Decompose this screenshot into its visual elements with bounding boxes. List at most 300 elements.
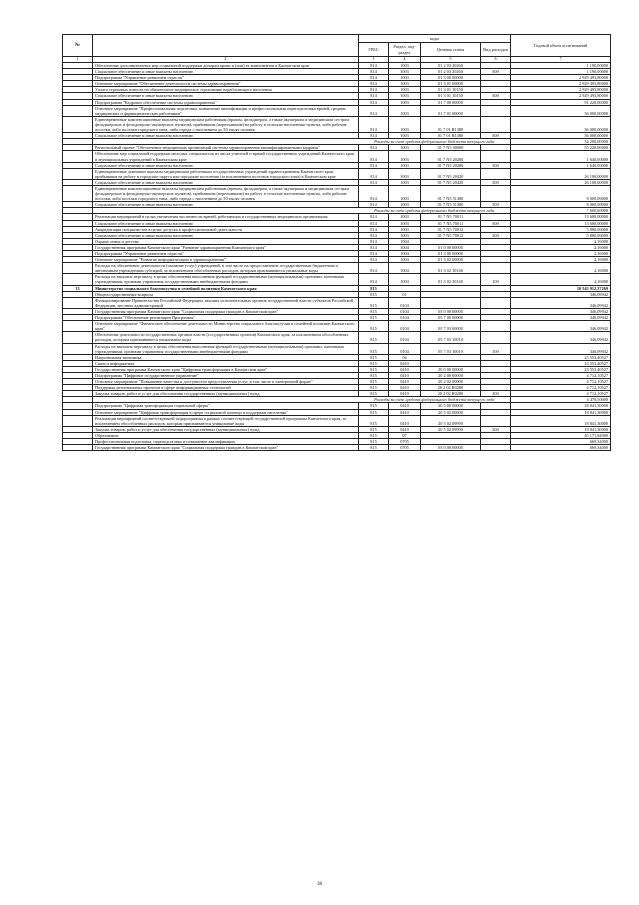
row-grbs: 815 xyxy=(359,409,389,415)
header-num-5: 5 xyxy=(421,57,481,63)
row-sum: 2,16000 xyxy=(511,244,611,250)
row-sum: 18 841,30000 xyxy=(511,415,611,426)
row-sum: 2,16000 xyxy=(511,251,611,257)
row-sum: 2 929 493,80000 xyxy=(511,75,611,81)
header-num-7: 7 xyxy=(511,57,611,63)
row-razdel: 0410 xyxy=(389,415,421,426)
row-sum: 55 220,00000 xyxy=(511,145,611,151)
row-grbs: 814 xyxy=(359,63,389,69)
row-name: Функционирование Правительства Российской Федерации, высших исполнительных органов государственной власти субъектов Российской Федерации, местных администраций xyxy=(93,297,359,308)
row-name: Подпрограмма "Управление развитием отрасли" xyxy=(93,75,359,81)
row-razdel: 0410 xyxy=(389,385,421,391)
row-csr: 01 7 00 00000 xyxy=(421,99,481,105)
row-sum: 7 600,00000 xyxy=(511,208,611,214)
row-vr: 200 xyxy=(481,391,511,397)
row-csr: 01 7 N5 70012 xyxy=(421,232,481,238)
row-name: Социальное обеспечение и иные выплаты населению xyxy=(93,162,359,168)
row-sum: 4 712,10527 xyxy=(511,372,611,378)
row-razdel: 0410 xyxy=(389,426,421,432)
row-name: Обеспечение дополнительных мер социальной поддержки донорам крови и (или) ее компонентов в Камчатском крае xyxy=(93,63,359,69)
row-grbs: 814 xyxy=(359,81,389,87)
row-razdel: 1003 xyxy=(389,179,421,185)
row-razdel: 1003 xyxy=(389,116,421,132)
row-csr: 01 2 03 20260 xyxy=(421,63,481,69)
row-name: Реализация мероприятий соответствующей подпрограммы в рамках соответствующей государственной программы Камчатского края, за исключением обособленных расходов, которым присваиваются уникальные коды xyxy=(93,415,359,426)
row-name: Расходы на выплаты персоналу в целях обеспечения выполнения функций государственными (муниципальными) органами, казенными учреждениями, органами управления государственными внебюджетными фондами xyxy=(93,343,359,354)
row-grbs: 814 xyxy=(359,151,389,162)
row-sum: 23 553,40527 xyxy=(511,360,611,366)
row-grbs: 814 xyxy=(359,263,389,274)
row-razdel: 0705 xyxy=(389,439,421,445)
row-name: Образование xyxy=(93,432,359,438)
row-name: Социальное обеспечение и иные выплаты населению xyxy=(93,232,359,238)
row-csr: 05 7 00 00000 xyxy=(421,315,481,321)
row-name: Министерство социального благополучия и семейной политики Камчатского края xyxy=(93,285,359,291)
row-sum: 36 000,00000 xyxy=(511,105,611,116)
row-csr: 20 2 02 00000 xyxy=(421,379,481,385)
table-row xyxy=(63,343,611,354)
row-grbs: 815 xyxy=(359,343,389,354)
row-csr: 01 7 N5 51380 xyxy=(421,202,481,208)
header-vr: Вид расходов xyxy=(481,43,511,57)
row-sum: 8 000,00000 xyxy=(511,185,611,201)
row-grbs: 814 xyxy=(359,93,389,99)
row-razdel: 1003 xyxy=(389,151,421,162)
row-vr xyxy=(481,151,511,162)
row-razdel: 1003 xyxy=(389,185,421,201)
budget-page xyxy=(62,34,610,451)
row-vr xyxy=(481,116,511,132)
row-name: Основное мероприятие "Финансовое обеспечение деятельности Министерства социального благополучия и семейной политики Камчатского края" xyxy=(93,321,359,332)
header-num-3: 3 xyxy=(359,57,389,63)
row-number xyxy=(63,445,93,451)
header-csr: Целевая статья xyxy=(421,43,481,57)
row-razdel: 07 xyxy=(389,432,421,438)
row-razdel: 01 xyxy=(389,291,421,297)
row-sum: 346,09942 xyxy=(511,297,611,308)
header-name xyxy=(93,35,359,57)
row-grbs: 815 xyxy=(359,391,389,397)
row-csr: 01 7 01 R1380 xyxy=(421,116,481,132)
row-sum: 5 880,00000 xyxy=(511,226,611,232)
row-grbs: 815 xyxy=(359,439,389,445)
row-sum: 669,34000 xyxy=(511,439,611,445)
row-number xyxy=(63,105,93,116)
row-csr: 20 2 00 00000 xyxy=(421,372,481,378)
header-grbs: ГРБС xyxy=(359,43,389,57)
row-grbs: 815 xyxy=(359,379,389,385)
row-csr: 01 7 N5 20280 xyxy=(421,151,481,162)
row-vr xyxy=(481,168,511,179)
row-sum: 13 600,00000 xyxy=(511,220,611,226)
row-sum: 18 841,30000 xyxy=(511,426,611,432)
row-sum: 1 640,00000 xyxy=(511,162,611,168)
header-num-6: 6 xyxy=(481,57,511,63)
row-vr xyxy=(481,263,511,274)
row-name: Основное мероприятие "Обеспечение деятельности системы здравоохранения" xyxy=(93,81,359,87)
row-note: Расходы за счет средств федерального бюджета текущего года xyxy=(359,139,511,145)
row-razdel: 1004 xyxy=(389,251,421,257)
table-row xyxy=(63,105,611,116)
row-name: Поддержка региональных проектов в сфере информационных технологий xyxy=(93,385,359,391)
row-csr: 01 3 01 00000 xyxy=(421,81,481,87)
row-csr: 01 7 01 R1380 xyxy=(421,133,481,139)
row-vr: 300 xyxy=(481,179,511,185)
row-sum: 5 880,00000 xyxy=(511,232,611,238)
row-name: Профессиональная подготовка, переподготовка и повышение квалификации xyxy=(93,439,359,445)
row-vr xyxy=(481,332,511,343)
row-vr: 300 xyxy=(481,220,511,226)
row-razdel: 0410 xyxy=(389,379,421,385)
row-razdel: 1004 xyxy=(389,263,421,274)
row-csr: 05 0 00 00000 xyxy=(421,445,481,451)
row-grbs: 814 xyxy=(359,238,389,244)
row-sum: 13 600,00000 xyxy=(511,214,611,220)
row-sum: 2,16000 xyxy=(511,238,611,244)
row-sum: 2,16000 xyxy=(511,274,611,285)
row-razdel: 0104 xyxy=(389,315,421,321)
row-grbs: 815 xyxy=(359,321,389,332)
row-grbs: 814 xyxy=(359,257,389,263)
row-name: Подпрограмма "Цифровая трансформация социальной сферы" xyxy=(93,403,359,409)
row-name: Единовременные компенсационные выплаты медицинским работникам (врачам, фельдшерам, а также акушеркам и медицинским сестрам фельдшерских и фельдшерско-акушерских пунктов), прибывшим (переехавшим) на работу в сельские населенные пункты, либо рабочие поселки, либо поселки городского типа, либо города с населением до 50 тысяч человек xyxy=(93,185,359,201)
row-csr: 01 7 N5 20420 xyxy=(421,179,481,185)
row-name: Социальное обеспечение и иные выплаты населению xyxy=(93,179,359,185)
row-vr: 300 xyxy=(481,202,511,208)
row-sum: 23 553,40527 xyxy=(511,366,611,372)
row-name: Подпрограмма "Кадровое обеспечение системы здравоохранения" xyxy=(93,99,359,105)
row-razdel: 0104 xyxy=(389,343,421,354)
row-csr: 01 3 00 00000 xyxy=(421,75,481,81)
row-grbs: 814 xyxy=(359,185,389,201)
row-grbs: 814 xyxy=(359,69,389,75)
row-razdel: 1003 xyxy=(389,93,421,99)
row-sum: 346,09942 xyxy=(511,321,611,332)
row-razdel: 1003 xyxy=(389,202,421,208)
row-name: Социальное обеспечение и иные выплаты населению xyxy=(93,93,359,99)
row-sum: 8 000,00000 xyxy=(511,202,611,208)
row-sum: 4 712,10527 xyxy=(511,385,611,391)
row-grbs: 814 xyxy=(359,162,389,168)
row-grbs: 815 xyxy=(359,297,389,308)
row-name: Основное мероприятие "Цифровая трансформация в сфере социальной помощи и поддержки населения" xyxy=(93,409,359,415)
row-grbs: 815 xyxy=(359,403,389,409)
row-name: Подпрограмма "Обеспечение реализации Программы" xyxy=(93,315,359,321)
row-number: 13 xyxy=(63,285,93,291)
budget-rows xyxy=(63,63,611,451)
row-sum: 10 545 912,37269 xyxy=(511,285,611,291)
row-number xyxy=(63,297,93,308)
row-razdel: 1003 xyxy=(389,69,421,75)
row-csr: 20 5 02 00000 xyxy=(421,409,481,415)
row-csr: 01 7 N5 20280 xyxy=(421,162,481,168)
row-vr: 300 xyxy=(481,93,511,99)
row-csr: 20 5 00 00000 xyxy=(421,403,481,409)
row-grbs: 815 xyxy=(359,315,389,321)
row-name: Обеспечение мер социальной поддержки молодых специалистов из числа учителей и врачей государственных учреждений Камчатского края и муниципальных учреждений в Камчатском крае xyxy=(93,151,359,162)
row-grbs: 814 xyxy=(359,232,389,238)
row-razdel: 0410 xyxy=(389,360,421,366)
row-csr: 01 7 N5 70011 xyxy=(421,214,481,220)
row-sum: 2,16000 xyxy=(511,263,611,274)
row-name: Охрана семьи и детства xyxy=(93,238,359,244)
row-vr: 300 xyxy=(481,69,511,75)
row-razdel: 1003 xyxy=(389,75,421,81)
row-grbs: 814 xyxy=(359,105,389,116)
row-grbs: 814 xyxy=(359,145,389,151)
row-number xyxy=(63,185,93,201)
table-row xyxy=(63,274,611,285)
table-row xyxy=(63,185,611,201)
row-razdel: 0410 xyxy=(389,372,421,378)
row-razdel: 0410 xyxy=(389,403,421,409)
row-number xyxy=(63,151,93,162)
row-razdel: 1003 xyxy=(389,63,421,69)
row-sum: 26 100,00000 xyxy=(511,179,611,185)
row-grbs: 814 xyxy=(359,220,389,226)
row-sum: 1 190,00000 xyxy=(511,63,611,69)
row-razdel: 1004 xyxy=(389,274,421,285)
row-grbs: 814 xyxy=(359,214,389,220)
row-sum: 18 841,30000 xyxy=(511,403,611,409)
row-name: Социальное обеспечение и иные выплаты населению xyxy=(93,202,359,208)
row-sum: 4 712,10527 xyxy=(511,391,611,397)
row-number xyxy=(63,274,93,285)
row-sum: 91 220,00000 xyxy=(511,99,611,105)
row-number xyxy=(63,168,93,179)
row-grbs: 814 xyxy=(359,116,389,132)
row-csr: 05 7 03 10010 xyxy=(421,332,481,343)
row-csr: 05 7 03 10010 xyxy=(421,343,481,354)
row-csr: 01 7 N5 70012 xyxy=(421,226,481,232)
row-grbs: 815 xyxy=(359,366,389,372)
row-grbs: 815 xyxy=(359,291,389,297)
row-sum: 346,09942 xyxy=(511,315,611,321)
row-csr: 01 7 01 00000 xyxy=(421,105,481,116)
row-grbs: 814 xyxy=(359,202,389,208)
row-vr: 200 xyxy=(481,426,511,432)
row-number xyxy=(63,263,93,274)
row-name: Основное мероприятие "Развитие информатизации в здравоохранении" xyxy=(93,257,359,263)
row-sum: 346,09942 xyxy=(511,332,611,343)
row-vr xyxy=(481,321,511,332)
row-grbs: 814 xyxy=(359,251,389,257)
row-csr: 20 2 02 R0280 xyxy=(421,391,481,397)
row-razdel: 1004 xyxy=(389,257,421,263)
row-grbs: 814 xyxy=(359,75,389,81)
row-razdel: 0410 xyxy=(389,366,421,372)
header-codes: коды xyxy=(359,35,511,43)
row-grbs: 815 xyxy=(359,308,389,314)
row-sum: 1 190,00000 xyxy=(511,69,611,75)
row-razdel: 1004 xyxy=(389,244,421,250)
row-sum: 346,09942 xyxy=(511,343,611,354)
table-row xyxy=(63,332,611,343)
row-name: Государственная программа Камчатского края "Цифровая трансформация в Камчатском крае" xyxy=(93,366,359,372)
row-sum: 2 929 493,80000 xyxy=(511,87,611,93)
table-row xyxy=(63,321,611,332)
row-name: Государственная программа Камчатского края "Социальная поддержка граждан в Камчатском крае" xyxy=(93,445,359,451)
row-razdel: 1003 xyxy=(389,232,421,238)
row-grbs: 815 xyxy=(359,332,389,343)
row-name: Региональный проект "Обеспечение медицинских организаций системы здравоохранения квалифицированными кадрами" xyxy=(93,145,359,151)
row-name: Аккредитация специалистов в целях допуска к профессиональной деятельности xyxy=(93,226,359,232)
row-csr: 20 5 02 09990 xyxy=(421,415,481,426)
row-grbs: 815 xyxy=(359,385,389,391)
row-sum: 346,09942 xyxy=(511,291,611,297)
row-sum: 45 171,84000 xyxy=(511,432,611,438)
row-name: Уплата страховых взносов на обязательное медицинское страхование неработающего населения xyxy=(93,87,359,93)
row-csr: 20 0 00 00000 xyxy=(421,366,481,372)
row-sum: 36 000,00000 xyxy=(511,133,611,139)
row-sum: 23 553,40527 xyxy=(511,354,611,360)
row-razdel: 1003 xyxy=(389,220,421,226)
row-vr: 100 xyxy=(481,274,511,285)
row-grbs: 814 xyxy=(359,179,389,185)
row-csr: 05 0 00 00000 xyxy=(421,308,481,314)
row-name: Обеспечение деятельности государственных органов власти (государственных органов) Камчатского края, за исключением обособленных расходов, которым присваиваются уникальные коды xyxy=(93,332,359,343)
row-grbs: 815 xyxy=(359,432,389,438)
row-grbs: 815 xyxy=(359,372,389,378)
row-sum: 669,34000 xyxy=(511,445,611,451)
row-razdel: 1003 xyxy=(389,226,421,232)
header-num: № xyxy=(63,35,93,57)
row-sum: 4 476,50000 xyxy=(511,397,611,403)
row-grbs: 815 xyxy=(359,445,389,451)
row-vr xyxy=(481,297,511,308)
row-razdel: 1003 xyxy=(389,81,421,87)
row-razdel: 0104 xyxy=(389,308,421,314)
row-name: Социальное обеспечение и иные выплаты населению xyxy=(93,133,359,139)
row-name: Закупка товаров, работ и услуг для обеспечения государственных (муниципальных) нужд xyxy=(93,426,359,432)
row-grbs: 815 xyxy=(359,415,389,426)
row-sum: 18 841,30000 xyxy=(511,409,611,415)
page-number: 38 xyxy=(317,882,322,887)
row-sum: 2,16000 xyxy=(511,257,611,263)
row-csr: 01 7 N5 70011 xyxy=(421,220,481,226)
table-row xyxy=(63,168,611,179)
row-razdel: 1003 xyxy=(389,133,421,139)
table-row xyxy=(63,415,611,426)
row-sum: 36 000,00000 xyxy=(511,116,611,132)
table-row xyxy=(63,263,611,274)
row-name: Единовременные компенсационные выплаты медицинским работникам (врачам, фельдшерам, а также акушеркам и медицинским сестрам фельдшерских и фельдшерско-акушерских пунктов), прибывшим (переехавшим) на работу в сельские населенные пункты, либо рабочие поселки, либо поселки городского типа, либо города с населением до 50 тысяч человек xyxy=(93,116,359,132)
row-grbs: 815 xyxy=(359,426,389,432)
row-razdel: 1003 xyxy=(389,105,421,116)
row-name: Подпрограмма "Управление развитием отрасли" xyxy=(93,251,359,257)
row-grbs: 814 xyxy=(359,244,389,250)
row-number xyxy=(63,321,93,332)
row-csr: 01 7 N5 51380 xyxy=(421,185,481,201)
row-csr: 20 2 02 R0280 xyxy=(421,385,481,391)
row-razdel: 1003 xyxy=(389,99,421,105)
row-name: Государственная программа Камчатского края "Развитие здравоохранения Камчатского края" xyxy=(93,244,359,250)
table-row xyxy=(63,297,611,308)
row-name: Расходы на выплаты персоналу в целях обеспечения выполнения функций государственными (муниципальными) органами, казенными учреждениями, органами управления государственными внебюджетными фондами xyxy=(93,274,359,285)
row-grbs: 815 xyxy=(359,360,389,366)
row-note: Расходы за счет средств федерального бюджета текущего года xyxy=(359,208,511,214)
row-number xyxy=(63,343,93,354)
row-sum: 34 200,00000 xyxy=(511,139,611,145)
row-vr: 100 xyxy=(481,343,511,354)
row-csr: 01 3 02 10140 xyxy=(421,263,481,274)
row-csr: 01 3 02 00000 xyxy=(421,257,481,263)
row-razdel: 0410 xyxy=(389,409,421,415)
row-grbs: 815 xyxy=(359,285,389,291)
row-number xyxy=(63,116,93,132)
row-csr xyxy=(421,297,481,308)
row-name: Основное мероприятие "Профессиональная подготовка, повышение квалификации и профессиональная переподготовка врачей, средних медицинских и фармацевтических работников" xyxy=(93,105,359,116)
row-razdel: 0705 xyxy=(389,445,421,451)
row-razdel: 1004 xyxy=(389,238,421,244)
row-name: Подпрограмма "Цифровое государственное управление" xyxy=(93,372,359,378)
row-vr xyxy=(481,415,511,426)
row-name: Закупка товаров, работ и услуг для обеспечения государственных (муниципальных) нужд xyxy=(93,391,359,397)
row-name: Общегосударственные вопросы xyxy=(93,291,359,297)
row-name: Государственная программа Камчатского края "Социальная поддержка граждан в Камчатском крае" xyxy=(93,308,359,314)
row-name: Связь и информатика xyxy=(93,360,359,366)
row-csr: 01 2 03 20260 xyxy=(421,69,481,75)
row-sum: 346,09942 xyxy=(511,308,611,314)
row-note: Расходы за счет средств федерального бюджета текущего года xyxy=(359,397,511,403)
row-csr: 01 0 00 00000 xyxy=(421,244,481,250)
row-razdel: 1003 xyxy=(389,162,421,168)
row-csr: 01 3 01 10150 xyxy=(421,93,481,99)
row-razdel: 1003 xyxy=(389,168,421,179)
row-name: Единовременные денежные выплаты медицинским работникам государственных учреждений здравоохранения Камчатского края, прибывшим на работу в городские округа или городские поселения (за исключением поселков городского типа) в Камчатском крае xyxy=(93,168,359,179)
header-razdel: Раздел, под-раздел xyxy=(389,43,421,57)
row-grbs: 814 xyxy=(359,87,389,93)
row-vr: 300 xyxy=(481,162,511,168)
row-csr: 01 7 N5 00000 xyxy=(421,145,481,151)
row-sum: 2 929 493,80000 xyxy=(511,93,611,99)
row-number xyxy=(63,415,93,426)
row-csr: 01 3 02 10140 xyxy=(421,274,481,285)
row-sum: 1 640,00000 xyxy=(511,151,611,162)
header-num-4: 4 xyxy=(389,57,421,63)
table-row xyxy=(63,151,611,162)
row-name: Расходы на обеспечение деятельности (оказание услуг) учреждений, в том числе на предоставление государственным бюджетным и автономным учреждениям субсидий, за исключением обособленных расходов, которым присваиваются уникальные коды xyxy=(93,263,359,274)
row-vr xyxy=(481,445,511,451)
row-name: Национальная экономика xyxy=(93,354,359,360)
row-vr xyxy=(481,105,511,116)
row-sum: 2 929 493,80000 xyxy=(511,81,611,87)
row-vr: 300 xyxy=(481,133,511,139)
table-row xyxy=(63,116,611,132)
row-name: Реализация мероприятий в целях увеличения численности врачей, работающих в государственных медицинских организациях xyxy=(93,214,359,220)
row-name: Основное мероприятие "Повышение качества и доступности предоставления услуг, в том числе в электронной форме" xyxy=(93,379,359,385)
row-razdel: 0104 xyxy=(389,321,421,332)
row-csr: 05 7 03 00000 xyxy=(421,321,481,332)
row-razdel: 0410 xyxy=(389,391,421,397)
row-number xyxy=(63,332,93,343)
row-razdel: 1003 xyxy=(389,214,421,220)
table-row xyxy=(63,445,611,451)
header-num-2: 2 xyxy=(93,57,359,63)
row-grbs: 814 xyxy=(359,99,389,105)
header-sum: Годовой объем ассигнований xyxy=(511,35,611,57)
row-name: Социальное обеспечение и иные выплаты населению xyxy=(93,220,359,226)
row-csr: 01 7 N5 20420 xyxy=(421,168,481,179)
row-name: Социальное обеспечение и иные выплаты населению xyxy=(93,69,359,75)
row-csr: 20 5 02 09990 xyxy=(421,426,481,432)
row-sum: 26 100,00000 xyxy=(511,168,611,179)
row-razdel: 0104 xyxy=(389,297,421,308)
row-grbs: 814 xyxy=(359,168,389,179)
row-razdel: 0104 xyxy=(389,332,421,343)
row-vr xyxy=(481,185,511,201)
row-sum: 4 712,10527 xyxy=(511,379,611,385)
